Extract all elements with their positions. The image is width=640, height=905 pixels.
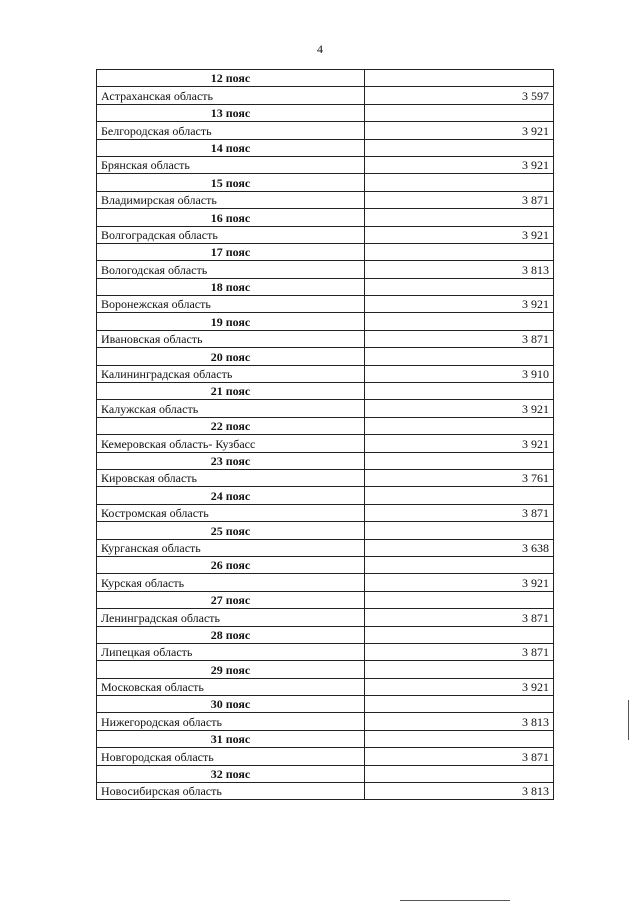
zone-header-row (97, 70, 554, 87)
region-value: 3 921 (365, 122, 554, 139)
zone-empty-cell (365, 661, 554, 678)
zone-empty-cell (365, 104, 554, 121)
region-name: Кемеровская область- Кузбасс (97, 435, 365, 452)
region-value: 3 921 (365, 296, 554, 313)
region-row (97, 156, 554, 173)
zone-empty-cell (365, 209, 554, 226)
zone-header-row (97, 139, 554, 156)
zone-header-row (97, 522, 554, 539)
zone-header-row (97, 383, 554, 400)
zone-empty-cell (365, 174, 554, 191)
zone-header-row (97, 556, 554, 573)
region-name: Владимирская область (97, 191, 365, 208)
region-name: Ивановская область (97, 330, 365, 347)
zone-label: 31 пояс (97, 730, 365, 747)
zone-label: 18 пояс (97, 278, 365, 295)
region-value: 3 761 (365, 469, 554, 486)
region-name: Калининградская область (97, 365, 365, 382)
zone-empty-cell (365, 522, 554, 539)
region-row (97, 643, 554, 660)
region-value: 3 921 (365, 226, 554, 243)
zone-empty-cell (365, 139, 554, 156)
zone-header-row (97, 661, 554, 678)
zone-empty-cell (365, 70, 554, 87)
region-name: Астраханская область (97, 87, 365, 104)
region-row (97, 122, 554, 139)
region-value: 3 910 (365, 365, 554, 382)
region-name: Московская область (97, 678, 365, 695)
zone-label: 16 пояс (97, 209, 365, 226)
zone-empty-cell (365, 765, 554, 782)
region-value: 3 921 (365, 400, 554, 417)
region-value: 3 871 (365, 191, 554, 208)
region-name: Липецкая область (97, 643, 365, 660)
zone-header-row (97, 243, 554, 260)
table-body (97, 70, 554, 800)
region-row (97, 469, 554, 486)
zone-label: 20 пояс (97, 348, 365, 365)
region-row (97, 713, 554, 730)
region-row (97, 296, 554, 313)
zone-label: 14 пояс (97, 139, 365, 156)
zone-header-row (97, 209, 554, 226)
zone-label: 19 пояс (97, 313, 365, 330)
zone-empty-cell (365, 730, 554, 747)
region-name: Курская область (97, 574, 365, 591)
page-number: 4 (317, 42, 323, 56)
region-value: 3 921 (365, 574, 554, 591)
region-name: Новгородская область (97, 748, 365, 765)
zone-label: 29 пояс (97, 661, 365, 678)
region-row (97, 678, 554, 695)
region-value: 3 813 (365, 783, 554, 800)
region-value: 3 597 (365, 87, 554, 104)
region-name: Брянская область (97, 156, 365, 173)
zone-header-row (97, 626, 554, 643)
region-name: Ленинградская область (97, 609, 365, 626)
region-name: Воронежская область (97, 296, 365, 313)
zone-header-row (97, 591, 554, 608)
zone-label: 25 пояс (97, 522, 365, 539)
zone-label: 13 пояс (97, 104, 365, 121)
region-row (97, 783, 554, 800)
zone-label: 28 пояс (97, 626, 365, 643)
region-value: 3 921 (365, 156, 554, 173)
region-name: Белгородская область (97, 122, 365, 139)
region-value: 3 921 (365, 435, 554, 452)
region-row (97, 574, 554, 591)
zone-header-row (97, 348, 554, 365)
region-name: Калужская область (97, 400, 365, 417)
region-name: Волгоградская область (97, 226, 365, 243)
zone-header-row (97, 452, 554, 469)
region-row (97, 504, 554, 521)
zone-header-row (97, 174, 554, 191)
scan-artifact (400, 900, 510, 901)
region-row (97, 609, 554, 626)
zone-label: 27 пояс (97, 591, 365, 608)
region-name: Кировская область (97, 469, 365, 486)
zone-label: 21 пояс (97, 383, 365, 400)
region-row (97, 226, 554, 243)
region-name: Костромская область (97, 504, 365, 521)
region-row (97, 748, 554, 765)
zone-header-row (97, 313, 554, 330)
zone-label: 30 пояс (97, 696, 365, 713)
zone-empty-cell (365, 452, 554, 469)
region-value: 3 871 (365, 643, 554, 660)
zone-label: 23 пояс (97, 452, 365, 469)
region-row (97, 261, 554, 278)
zone-label: 24 пояс (97, 487, 365, 504)
zone-empty-cell (365, 313, 554, 330)
zone-empty-cell (365, 417, 554, 434)
region-value: 3 871 (365, 330, 554, 347)
zone-empty-cell (365, 243, 554, 260)
region-value: 3 871 (365, 609, 554, 626)
region-row (97, 400, 554, 417)
zone-empty-cell (365, 348, 554, 365)
zone-empty-cell (365, 278, 554, 295)
region-name: Нижегородская область (97, 713, 365, 730)
zone-label: 15 пояс (97, 174, 365, 191)
region-value: 3 921 (365, 678, 554, 695)
region-row (97, 191, 554, 208)
zone-header-row (97, 278, 554, 295)
region-row (97, 365, 554, 382)
region-row (97, 87, 554, 104)
region-name: Вологодская область (97, 261, 365, 278)
zone-label: 26 пояс (97, 556, 365, 573)
region-value: 3 813 (365, 261, 554, 278)
zone-price-table (96, 69, 554, 800)
zone-empty-cell (365, 487, 554, 504)
region-row (97, 435, 554, 452)
zone-empty-cell (365, 591, 554, 608)
zone-label: 32 пояс (97, 765, 365, 782)
zone-empty-cell (365, 556, 554, 573)
zone-label: 17 пояс (97, 243, 365, 260)
zone-label: 12 пояс (97, 70, 365, 87)
zone-header-row (97, 730, 554, 747)
zone-header-row (97, 104, 554, 121)
scan-artifact (628, 700, 629, 740)
zone-header-row (97, 765, 554, 782)
zone-header-row (97, 417, 554, 434)
region-value: 3 871 (365, 748, 554, 765)
zone-empty-cell (365, 696, 554, 713)
region-value: 3 871 (365, 504, 554, 521)
zone-header-row (97, 696, 554, 713)
region-value: 3 638 (365, 539, 554, 556)
region-row (97, 539, 554, 556)
region-value: 3 813 (365, 713, 554, 730)
region-name: Курганская область (97, 539, 365, 556)
region-row (97, 330, 554, 347)
zone-header-row (97, 487, 554, 504)
zone-empty-cell (365, 383, 554, 400)
zone-label: 22 пояс (97, 417, 365, 434)
zone-empty-cell (365, 626, 554, 643)
region-name: Новосибирская область (97, 783, 365, 800)
